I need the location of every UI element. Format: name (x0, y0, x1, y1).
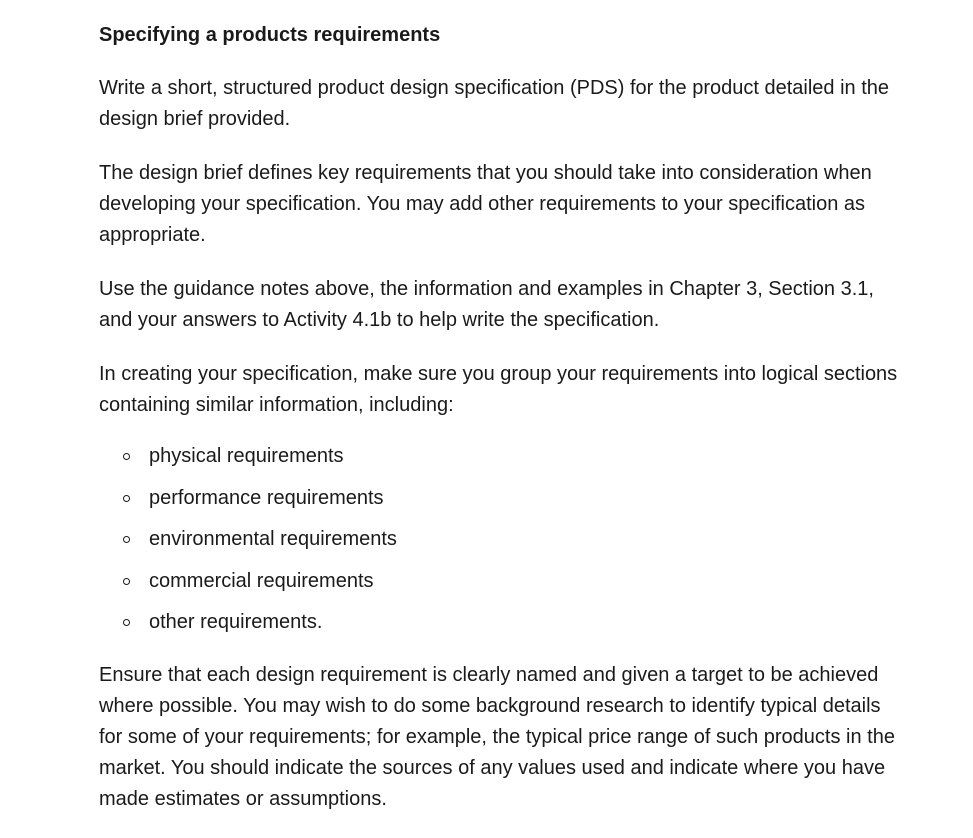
list-item-label: other requirements. (149, 611, 323, 634)
list-item (99, 441, 899, 472)
paragraph-design-brief: The design brief defines key requirements that you should take into consideration when developing your specification. You may add other requirements to your specification as appropriate. (99, 162, 872, 246)
paragraph-grouping: In creating your specification, make sure you group your requirements into logical sections containing similar information, including: (99, 363, 898, 416)
list-item-label: performance requirements (149, 486, 384, 509)
paragraph-guidance: Use the guidance notes above, the information and examples in Chapter 3, Section 3.1, and your answers to Activity 4.1b to help write the specification. (99, 278, 874, 331)
list-item-label: environmental requirements (149, 528, 397, 551)
list-item-label: commercial requirements (149, 569, 374, 592)
list-item (99, 483, 899, 514)
document-body (99, 20, 899, 838)
section-title: Specifying a products requirements (99, 24, 441, 46)
circle-bullet-icon (123, 453, 130, 460)
list-item (99, 524, 899, 555)
list-item-label: physical requirements (149, 445, 344, 467)
circle-bullet-icon (123, 619, 130, 626)
list-item (99, 607, 899, 638)
list-item (99, 566, 899, 597)
requirements-list (99, 441, 899, 638)
circle-bullet-icon (123, 536, 130, 543)
circle-bullet-icon (123, 495, 130, 502)
paragraph-closing: Ensure that each design requirement is clearly named and given a target to be achieved where possible. You may wish to do some background research to identify typical details for some of your requirements; for example, the typical price range of such products in the market. You should indicate the sources of any values used and indicate where you have made estimates or assumptions. (99, 664, 895, 811)
circle-bullet-icon (123, 578, 130, 585)
paragraph-intro: Write a short, structured product design specification (PDS) for the product detailed in the design brief provided. (99, 77, 890, 130)
